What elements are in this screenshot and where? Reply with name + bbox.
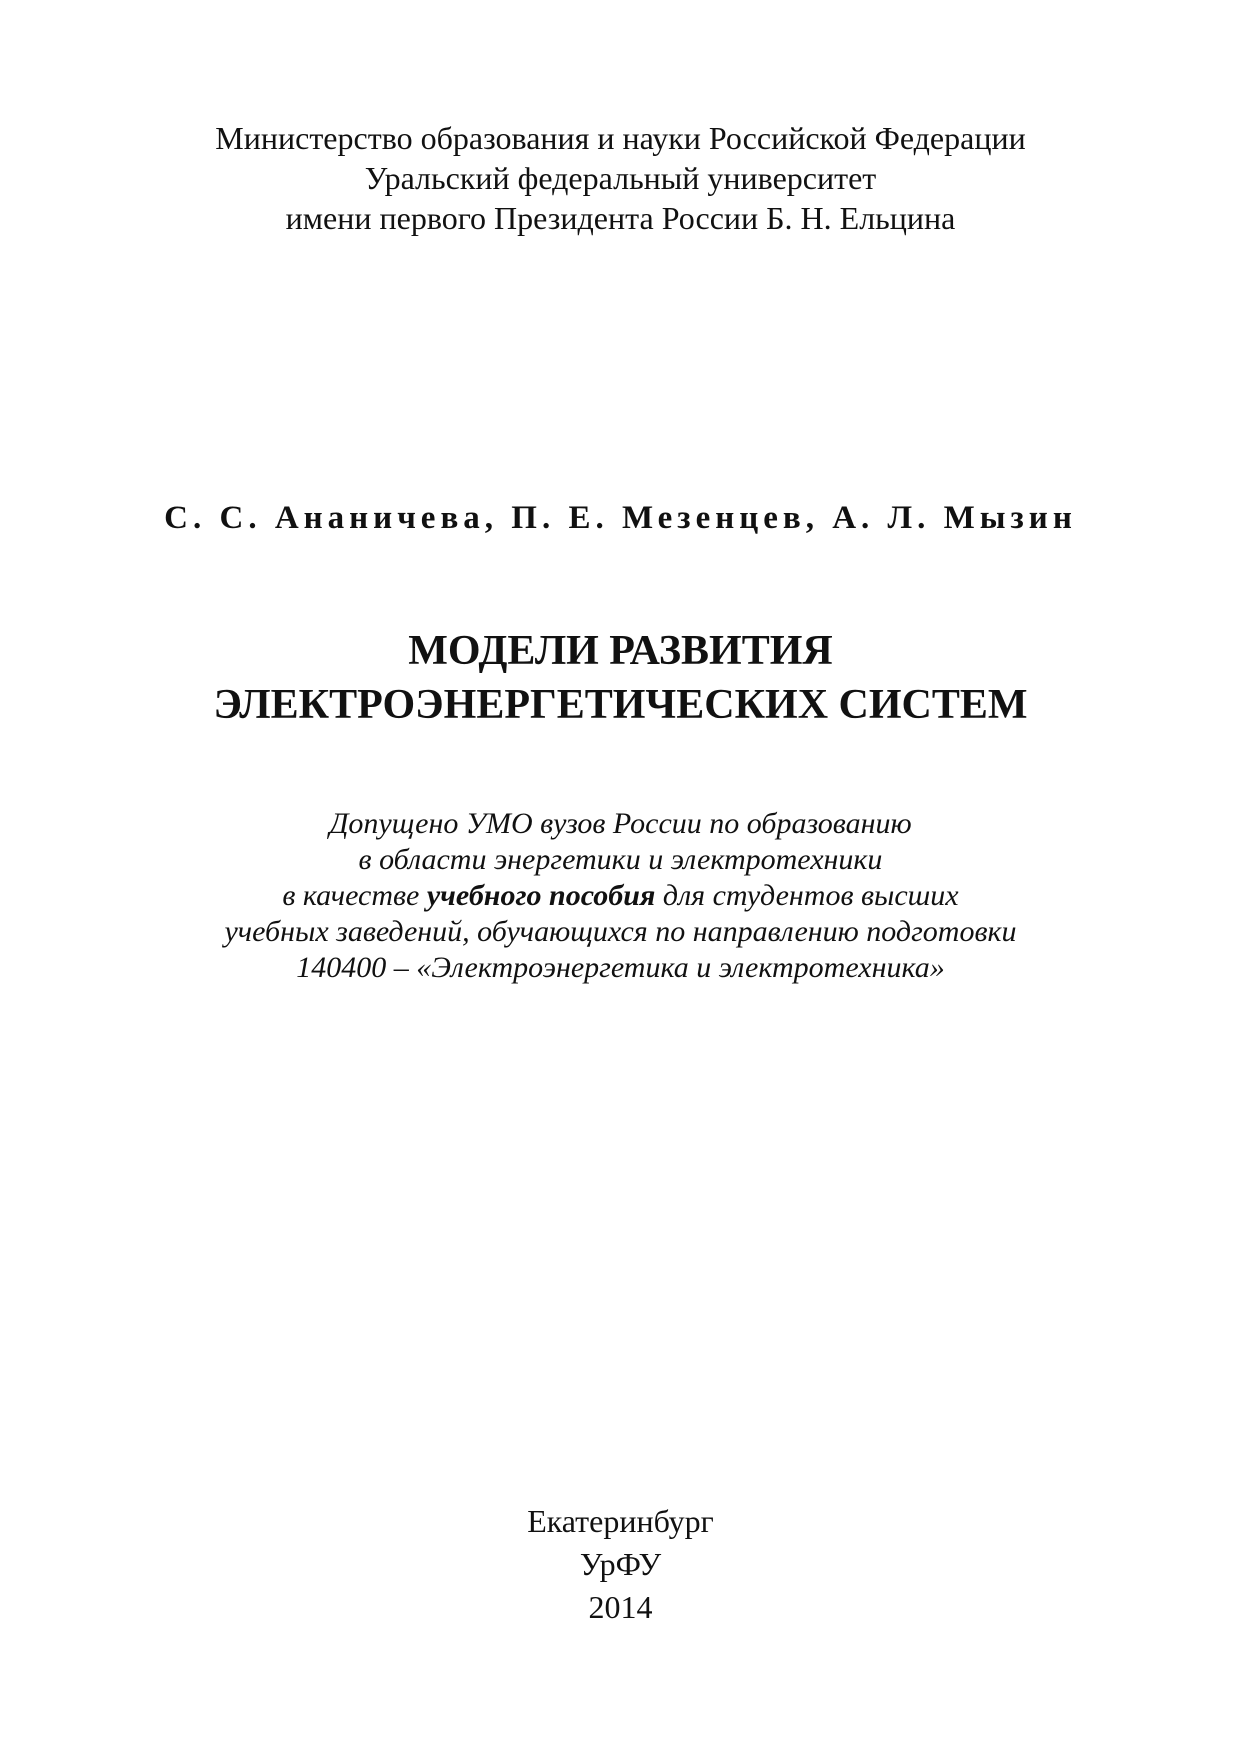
imprint-city: Екатеринбург	[527, 1503, 714, 1539]
approval-line-5: 140400 – «Электроэнергетика и электротехника»	[296, 951, 945, 984]
approval-line-3-end: для студентов высших	[655, 879, 959, 912]
approval-line-2: в области энергетики и электротехники	[358, 843, 883, 876]
approval-line-4: учебных заведений, обучающихся по направлению подготовки	[224, 915, 1017, 948]
imprint	[0, 1500, 1241, 1629]
approval-notice	[0, 806, 1241, 986]
approval-line-3-emphasis: учебного пособия	[426, 879, 656, 912]
book-title	[0, 624, 1241, 732]
approval-line-3	[0, 878, 1241, 914]
title-line-1: МОДЕЛИ РАЗВИТИЯ	[408, 628, 833, 674]
authors	[0, 498, 1241, 538]
approval-line-3-start: в качестве	[282, 879, 427, 912]
ministry-name: Министерство образования и науки Российской Федерации	[215, 120, 1026, 156]
imprint-publisher: УрФУ	[579, 1546, 662, 1582]
authors-list: С. С. Ананичева, П. Е. Мезенцев, А. Л. Мызин	[164, 500, 1077, 536]
institution-header	[0, 118, 1241, 238]
university-name: Уральский федеральный университет	[364, 160, 877, 196]
title-line-2: ЭЛЕКТРОЭНЕРГЕТИЧЕСКИХ СИСТЕМ	[213, 682, 1028, 728]
university-full-name: имени первого Президента России Б. Н. Ельцина	[285, 200, 956, 236]
imprint-year: 2014	[588, 1589, 653, 1625]
approval-line-1: Допущено УМО вузов России по образованию	[329, 807, 912, 840]
